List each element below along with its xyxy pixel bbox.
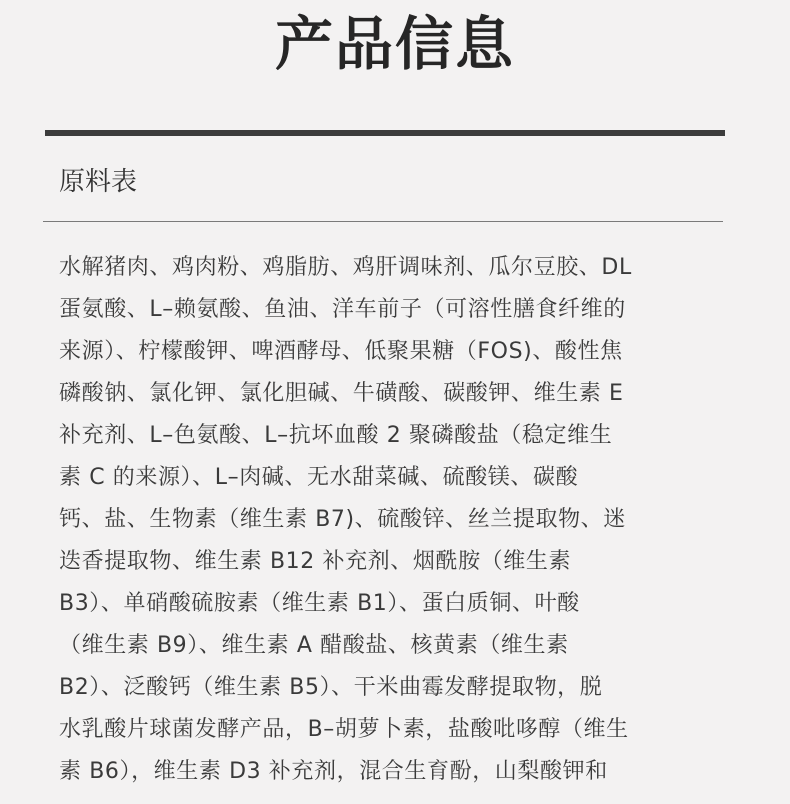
header-divider — [45, 130, 725, 136]
ingredients-line: 蛋氨酸、L–赖氨酸、鱼油、洋车前子（可溶性膳食纤维的 — [59, 297, 626, 322]
ingredients-line: （维生素 B9）、维生素 A 醋酸盐、核黄素（维生素 — [59, 633, 569, 658]
section-divider — [43, 221, 723, 222]
ingredients-line: 补充剂、L–色氨酸、L–抗坏血酸 2 聚磷酸盐（稳定维生 — [59, 423, 613, 448]
ingredients-line: B3）、单硝酸硫胺素（维生素 B1）、蛋白质铜、叶酸 — [59, 591, 580, 616]
ingredients-line: B2）、泛酸钙（维生素 B5）、干米曲霉发酵提取物，脱 — [59, 675, 603, 700]
ingredients-text — [59, 247, 719, 793]
ingredients-line: 磷酸钠、氯化钾、氯化胆碱、牛磺酸、碳酸钾、维生素 E — [59, 381, 624, 406]
page-title: 产品信息 — [274, 10, 515, 78]
ingredients-line: 素 B6），维生素 D3 补充剂，混合生育酚，山梨酸钾和 — [59, 759, 608, 784]
ingredients-line: 来源）、柠檬酸钾、啤酒酵母、低聚果糖（FOS)、酸性焦 — [59, 339, 623, 364]
ingredients-line: 钙、盐、生物素（维生素 B7)、硫酸锌、丝兰提取物、迷 — [59, 507, 626, 532]
ingredients-line: 迭香提取物、维生素 B12 补充剂、烟酰胺（维生素 — [59, 549, 572, 574]
section-title: 原料表 — [59, 167, 138, 197]
ingredients-line: 水乳酸片球菌发酵产品，B–胡萝卜素，盐酸吡哆醇（维生 — [59, 717, 629, 742]
ingredients-line: 水解猪肉、鸡肉粉、鸡脂肪、鸡肝调味剂、瓜尔豆胶、DL — [59, 255, 632, 280]
ingredients-line: 素 C 的来源）、L–肉碱、无水甜菜碱、硫酸镁、碳酸 — [59, 465, 579, 490]
